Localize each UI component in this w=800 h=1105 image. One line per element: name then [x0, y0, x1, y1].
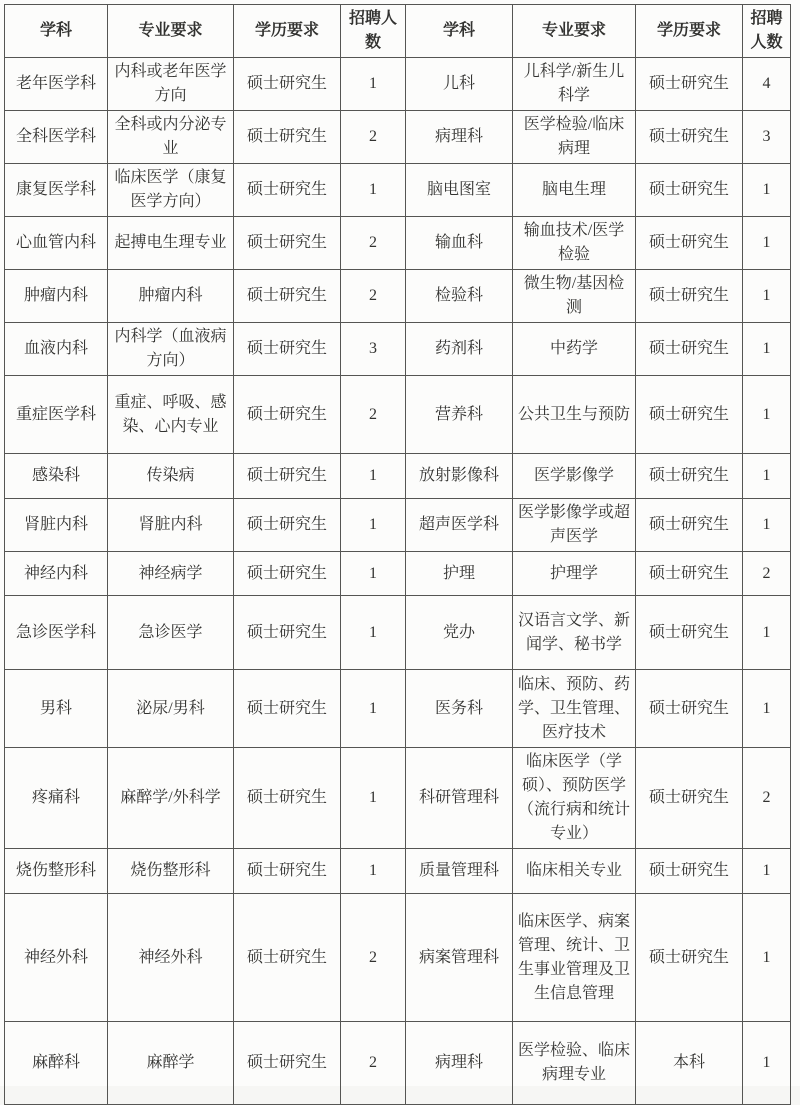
cell-degree-requirement-right: 硕士研究生	[636, 499, 743, 552]
cell-headcount-right: 4	[743, 58, 791, 111]
cell-headcount-right: 1	[743, 270, 791, 323]
cell-degree-requirement-right: 硕士研究生	[636, 849, 743, 894]
cell-headcount-right: 1	[743, 849, 791, 894]
cell-major-requirement-right: 微生物/基因检测	[513, 270, 636, 323]
cell-major-requirement-left: 肾脏内科	[108, 499, 234, 552]
column-header-headcount: 招聘人数	[341, 5, 406, 58]
cell-department-right: 医务科	[406, 670, 513, 748]
cell-department-left: 神经外科	[5, 894, 108, 1022]
cell-degree-requirement-right: 硕士研究生	[636, 454, 743, 499]
cell-degree-requirement-left: 硕士研究生	[234, 748, 341, 849]
cell-headcount-left: 2	[341, 111, 406, 164]
cell-department-left: 烧伤整形科	[5, 849, 108, 894]
cell-degree-requirement-right: 硕士研究生	[636, 111, 743, 164]
recruitment-table	[4, 4, 791, 1105]
cell-headcount-right: 1	[743, 323, 791, 376]
cell-department-left: 重症医学科	[5, 376, 108, 454]
cell-degree-requirement-left: 硕士研究生	[234, 670, 341, 748]
cell-major-requirement-right: 医学检验、临床病理专业	[513, 1022, 636, 1105]
cell-major-requirement-left: 神经病学	[108, 552, 234, 596]
cell-major-requirement-right: 脑电生理	[513, 164, 636, 217]
column-header-department: 学科	[5, 5, 108, 58]
cell-major-requirement-left: 重症、呼吸、感染、心内专业	[108, 376, 234, 454]
table-body	[5, 58, 791, 1105]
cell-headcount-left: 1	[341, 58, 406, 111]
cell-headcount-right: 3	[743, 111, 791, 164]
cell-department-right: 护理	[406, 552, 513, 596]
cell-department-left: 男科	[5, 670, 108, 748]
cell-degree-requirement-left: 硕士研究生	[234, 499, 341, 552]
table-row	[5, 499, 791, 552]
cell-degree-requirement-right: 硕士研究生	[636, 670, 743, 748]
cell-department-right: 超声医学科	[406, 499, 513, 552]
cell-major-requirement-right: 医学影像学	[513, 454, 636, 499]
cell-headcount-right: 1	[743, 217, 791, 270]
cell-major-requirement-left: 肿瘤内科	[108, 270, 234, 323]
cell-major-requirement-left: 麻醉学	[108, 1022, 234, 1105]
cell-degree-requirement-right: 硕士研究生	[636, 748, 743, 849]
cell-department-right: 病案管理科	[406, 894, 513, 1022]
cell-headcount-right: 2	[743, 552, 791, 596]
cell-degree-requirement-right: 硕士研究生	[636, 164, 743, 217]
cell-headcount-right: 1	[743, 894, 791, 1022]
table-row	[5, 670, 791, 748]
cell-degree-requirement-right: 硕士研究生	[636, 552, 743, 596]
cell-degree-requirement-right: 硕士研究生	[636, 894, 743, 1022]
cell-department-left: 血液内科	[5, 323, 108, 376]
cell-major-requirement-left: 麻醉学/外科学	[108, 748, 234, 849]
column-header-major-requirement: 专业要求	[108, 5, 234, 58]
cell-degree-requirement-right: 硕士研究生	[636, 376, 743, 454]
cell-degree-requirement-right: 硕士研究生	[636, 217, 743, 270]
cell-headcount-right: 1	[743, 164, 791, 217]
cell-headcount-right: 1	[743, 454, 791, 499]
cell-headcount-right: 1	[743, 596, 791, 670]
cell-degree-requirement-right: 硕士研究生	[636, 58, 743, 111]
cell-degree-requirement-left: 硕士研究生	[234, 1022, 341, 1105]
cell-degree-requirement-left: 硕士研究生	[234, 58, 341, 111]
cell-degree-requirement-left: 硕士研究生	[234, 552, 341, 596]
cell-major-requirement-left: 神经外科	[108, 894, 234, 1022]
cell-degree-requirement-left: 硕士研究生	[234, 217, 341, 270]
cell-department-right: 党办	[406, 596, 513, 670]
cell-department-left: 康复医学科	[5, 164, 108, 217]
cell-department-left: 感染科	[5, 454, 108, 499]
cell-headcount-left: 2	[341, 1022, 406, 1105]
cell-major-requirement-right: 输血技术/医学检验	[513, 217, 636, 270]
cell-headcount-left: 1	[341, 849, 406, 894]
cell-department-right: 脑电图室	[406, 164, 513, 217]
cell-department-right: 科研管理科	[406, 748, 513, 849]
cell-department-right: 儿科	[406, 58, 513, 111]
cell-headcount-right: 1	[743, 499, 791, 552]
cell-major-requirement-right: 临床医学（学硕）、预防医学（流行病和统计专业）	[513, 748, 636, 849]
table-row	[5, 111, 791, 164]
header-row	[5, 5, 791, 58]
column-header-headcount: 招聘人数	[743, 5, 791, 58]
cell-major-requirement-left: 传染病	[108, 454, 234, 499]
cell-department-right: 检验科	[406, 270, 513, 323]
cell-headcount-left: 2	[341, 270, 406, 323]
column-header-degree-requirement: 学历要求	[636, 5, 743, 58]
table-row	[5, 58, 791, 111]
cell-headcount-left: 2	[341, 376, 406, 454]
cell-department-left: 急诊医学科	[5, 596, 108, 670]
cell-major-requirement-left: 起搏电生理专业	[108, 217, 234, 270]
table-row	[5, 849, 791, 894]
table-row	[5, 217, 791, 270]
cell-degree-requirement-left: 硕士研究生	[234, 849, 341, 894]
cell-major-requirement-right: 医学影像学或超声医学	[513, 499, 636, 552]
cell-major-requirement-left: 烧伤整形科	[108, 849, 234, 894]
cell-headcount-right: 1	[743, 670, 791, 748]
cell-department-left: 心血管内科	[5, 217, 108, 270]
cell-degree-requirement-right: 硕士研究生	[636, 323, 743, 376]
cell-department-left: 肾脏内科	[5, 499, 108, 552]
cell-major-requirement-left: 临床医学（康复医学方向）	[108, 164, 234, 217]
cell-department-left: 疼痛科	[5, 748, 108, 849]
cell-department-right: 放射影像科	[406, 454, 513, 499]
cell-major-requirement-left: 全科或内分泌专业	[108, 111, 234, 164]
table-row	[5, 894, 791, 1022]
cell-degree-requirement-left: 硕士研究生	[234, 376, 341, 454]
cell-major-requirement-right: 护理学	[513, 552, 636, 596]
cell-major-requirement-left: 内科学（血液病方向）	[108, 323, 234, 376]
table-row	[5, 552, 791, 596]
cell-department-right: 营养科	[406, 376, 513, 454]
cell-department-right: 病理科	[406, 1022, 513, 1105]
cell-major-requirement-right: 临床、预防、药学、卫生管理、医疗技术	[513, 670, 636, 748]
cell-major-requirement-left: 泌尿/男科	[108, 670, 234, 748]
cell-major-requirement-right: 公共卫生与预防	[513, 376, 636, 454]
cell-headcount-left: 2	[341, 217, 406, 270]
table-row	[5, 323, 791, 376]
cell-major-requirement-right: 中药学	[513, 323, 636, 376]
cell-major-requirement-left: 急诊医学	[108, 596, 234, 670]
cell-department-right: 质量管理科	[406, 849, 513, 894]
table-row	[5, 270, 791, 323]
table-row	[5, 164, 791, 217]
cell-headcount-left: 1	[341, 499, 406, 552]
table-row	[5, 376, 791, 454]
cell-degree-requirement-left: 硕士研究生	[234, 164, 341, 217]
cell-degree-requirement-left: 硕士研究生	[234, 323, 341, 376]
cell-headcount-left: 1	[341, 748, 406, 849]
cell-degree-requirement-left: 硕士研究生	[234, 596, 341, 670]
cell-degree-requirement-right: 硕士研究生	[636, 270, 743, 323]
cell-major-requirement-right: 汉语言文学、新闻学、秘书学	[513, 596, 636, 670]
cell-degree-requirement-left: 硕士研究生	[234, 454, 341, 499]
table-row	[5, 454, 791, 499]
cell-headcount-left: 3	[341, 323, 406, 376]
column-header-department: 学科	[406, 5, 513, 58]
cell-degree-requirement-left: 硕士研究生	[234, 111, 341, 164]
cell-department-left: 肿瘤内科	[5, 270, 108, 323]
column-header-degree-requirement: 学历要求	[234, 5, 341, 58]
table-row	[5, 748, 791, 849]
cell-headcount-left: 1	[341, 552, 406, 596]
cell-department-left: 麻醉科	[5, 1022, 108, 1105]
cell-major-requirement-right: 医学检验/临床病理	[513, 111, 636, 164]
cell-headcount-left: 1	[341, 454, 406, 499]
cell-department-left: 老年医学科	[5, 58, 108, 111]
cell-headcount-left: 2	[341, 894, 406, 1022]
cell-major-requirement-right: 临床相关专业	[513, 849, 636, 894]
cell-headcount-left: 1	[341, 670, 406, 748]
cell-degree-requirement-right: 硕士研究生	[636, 596, 743, 670]
cell-degree-requirement-right: 本科	[636, 1022, 743, 1105]
cell-degree-requirement-left: 硕士研究生	[234, 894, 341, 1022]
cell-headcount-left: 1	[341, 164, 406, 217]
cell-department-left: 全科医学科	[5, 111, 108, 164]
cell-major-requirement-left: 内科或老年医学方向	[108, 58, 234, 111]
cell-headcount-right: 1	[743, 1022, 791, 1105]
cell-department-right: 药剂科	[406, 323, 513, 376]
cell-headcount-right: 2	[743, 748, 791, 849]
cell-department-right: 输血科	[406, 217, 513, 270]
table-row	[5, 1022, 791, 1105]
cell-major-requirement-right: 临床医学、病案管理、统计、卫生事业管理及卫生信息管理	[513, 894, 636, 1022]
cell-headcount-right: 1	[743, 376, 791, 454]
cell-headcount-left: 1	[341, 596, 406, 670]
table-row	[5, 596, 791, 670]
cell-department-right: 病理科	[406, 111, 513, 164]
cell-department-left: 神经内科	[5, 552, 108, 596]
column-header-major-requirement: 专业要求	[513, 5, 636, 58]
cell-major-requirement-right: 儿科学/新生儿科学	[513, 58, 636, 111]
cell-degree-requirement-left: 硕士研究生	[234, 270, 341, 323]
